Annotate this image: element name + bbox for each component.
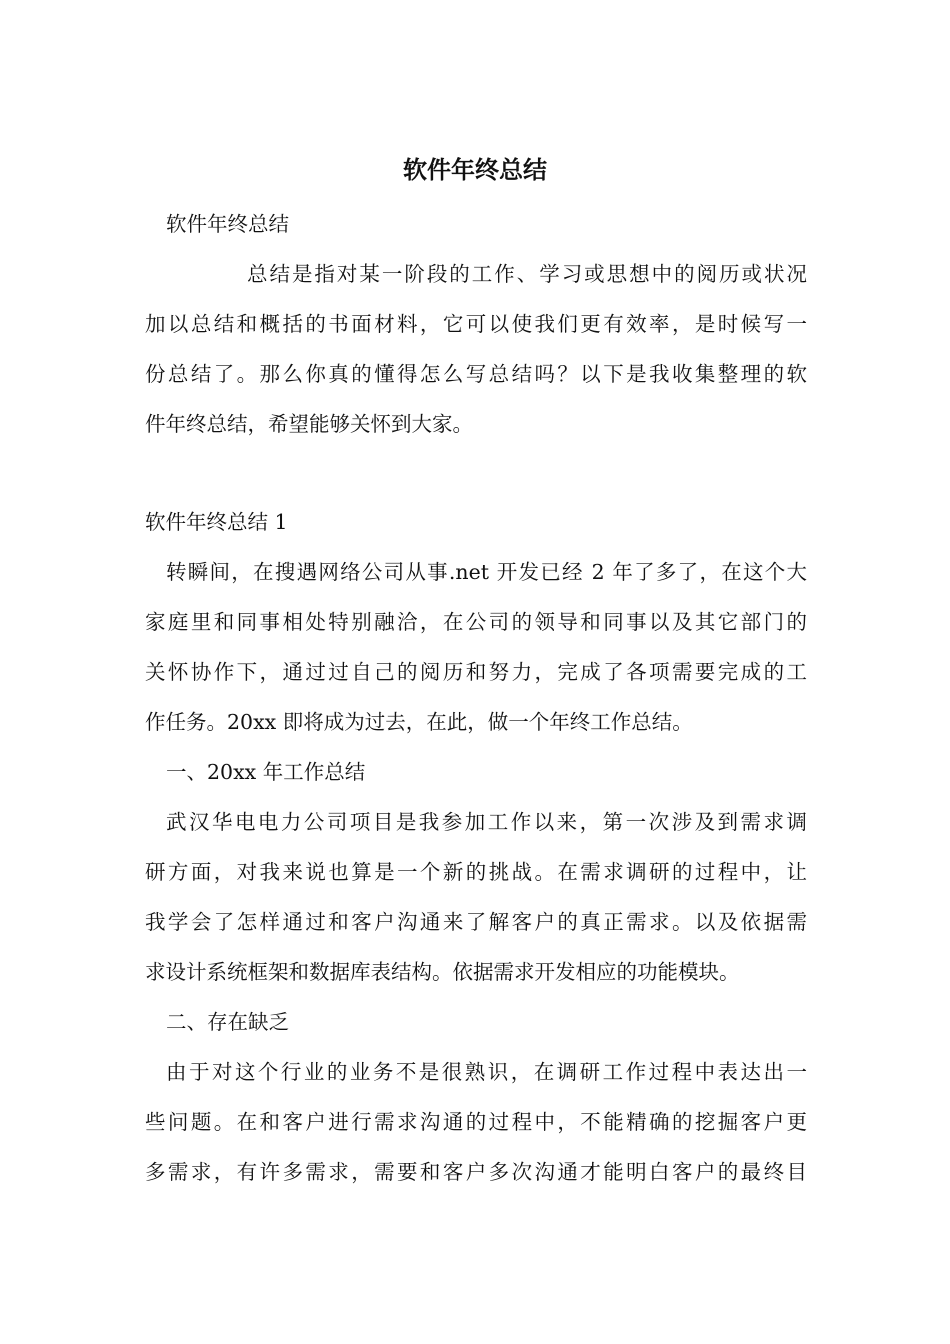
para2-line: 研方面，对我来说也算是一个新的挑战。在需求调研的过程中，让 xyxy=(145,860,807,884)
para1-line: 转瞬间，在搜遇网络公司从事.net 开发已经 2 年了多了，在这个大 xyxy=(166,560,807,584)
intro-line: 份总结了。那么你真的懂得怎么写总结吗？以下是我收集整理的软 xyxy=(145,362,807,386)
document-subtitle xyxy=(166,199,828,249)
para1-line: 家庭里和同事相处特别融洽，在公司的领导和同事以及其它部门的 xyxy=(145,610,807,634)
para3-line: 些问题。在和客户进行需求沟通的过程中，不能精确的挖掘客户更 xyxy=(145,1110,807,1134)
para2-line: 武汉华电电力公司项目是我参加工作以来，第一次涉及到需求调 xyxy=(166,810,807,834)
intro-line: 加以总结和概括的书面材料，它可以使我们更有效率，是时候写一 xyxy=(145,312,807,336)
para3-line: 由于对这个行业的业务不是很熟识，在调研工作过程中表达出一 xyxy=(166,1060,807,1084)
para2-line: 我学会了怎样通过和客户沟通来了解客户的真正需求。以及依据需 xyxy=(145,910,807,934)
para1-line: 关怀协作下，通过过自己的阅历和努力，完成了各项需要完成的工 xyxy=(145,660,807,684)
heading-two xyxy=(166,997,828,1047)
heading-one xyxy=(166,747,828,797)
paragraph-3 xyxy=(145,1047,807,1197)
intro-line: 总结是指对某一阶段的工作、学习或思想中的阅历或状况 xyxy=(247,262,807,286)
heading-one-text: 一、20xx 年工作总结 xyxy=(166,760,366,784)
para1-line: 作任务。20xx 即将成为过去，在此，做一个年终工作总结。 xyxy=(145,710,693,734)
paragraph-1 xyxy=(145,547,807,747)
paragraph-2 xyxy=(145,797,807,997)
heading-two-text: 二、存在缺乏 xyxy=(166,1010,289,1034)
para3-line: 多需求，有许多需求，需要和客户多次沟通才能明白客户的最终目 xyxy=(145,1160,807,1184)
document-title: 软件年终总结 xyxy=(403,156,547,184)
para2-line: 求设计系统框架和数据库表结构。依据需求开发相应的功能模块。 xyxy=(145,960,740,984)
intro-line: 件年终总结，希望能够关怀到大家。 xyxy=(145,412,473,436)
section1-heading xyxy=(145,497,807,547)
intro-paragraph xyxy=(145,249,807,449)
section1-heading-text: 软件年终总结 1 xyxy=(145,510,288,534)
subtitle-line: 软件年终总结 xyxy=(166,212,289,236)
